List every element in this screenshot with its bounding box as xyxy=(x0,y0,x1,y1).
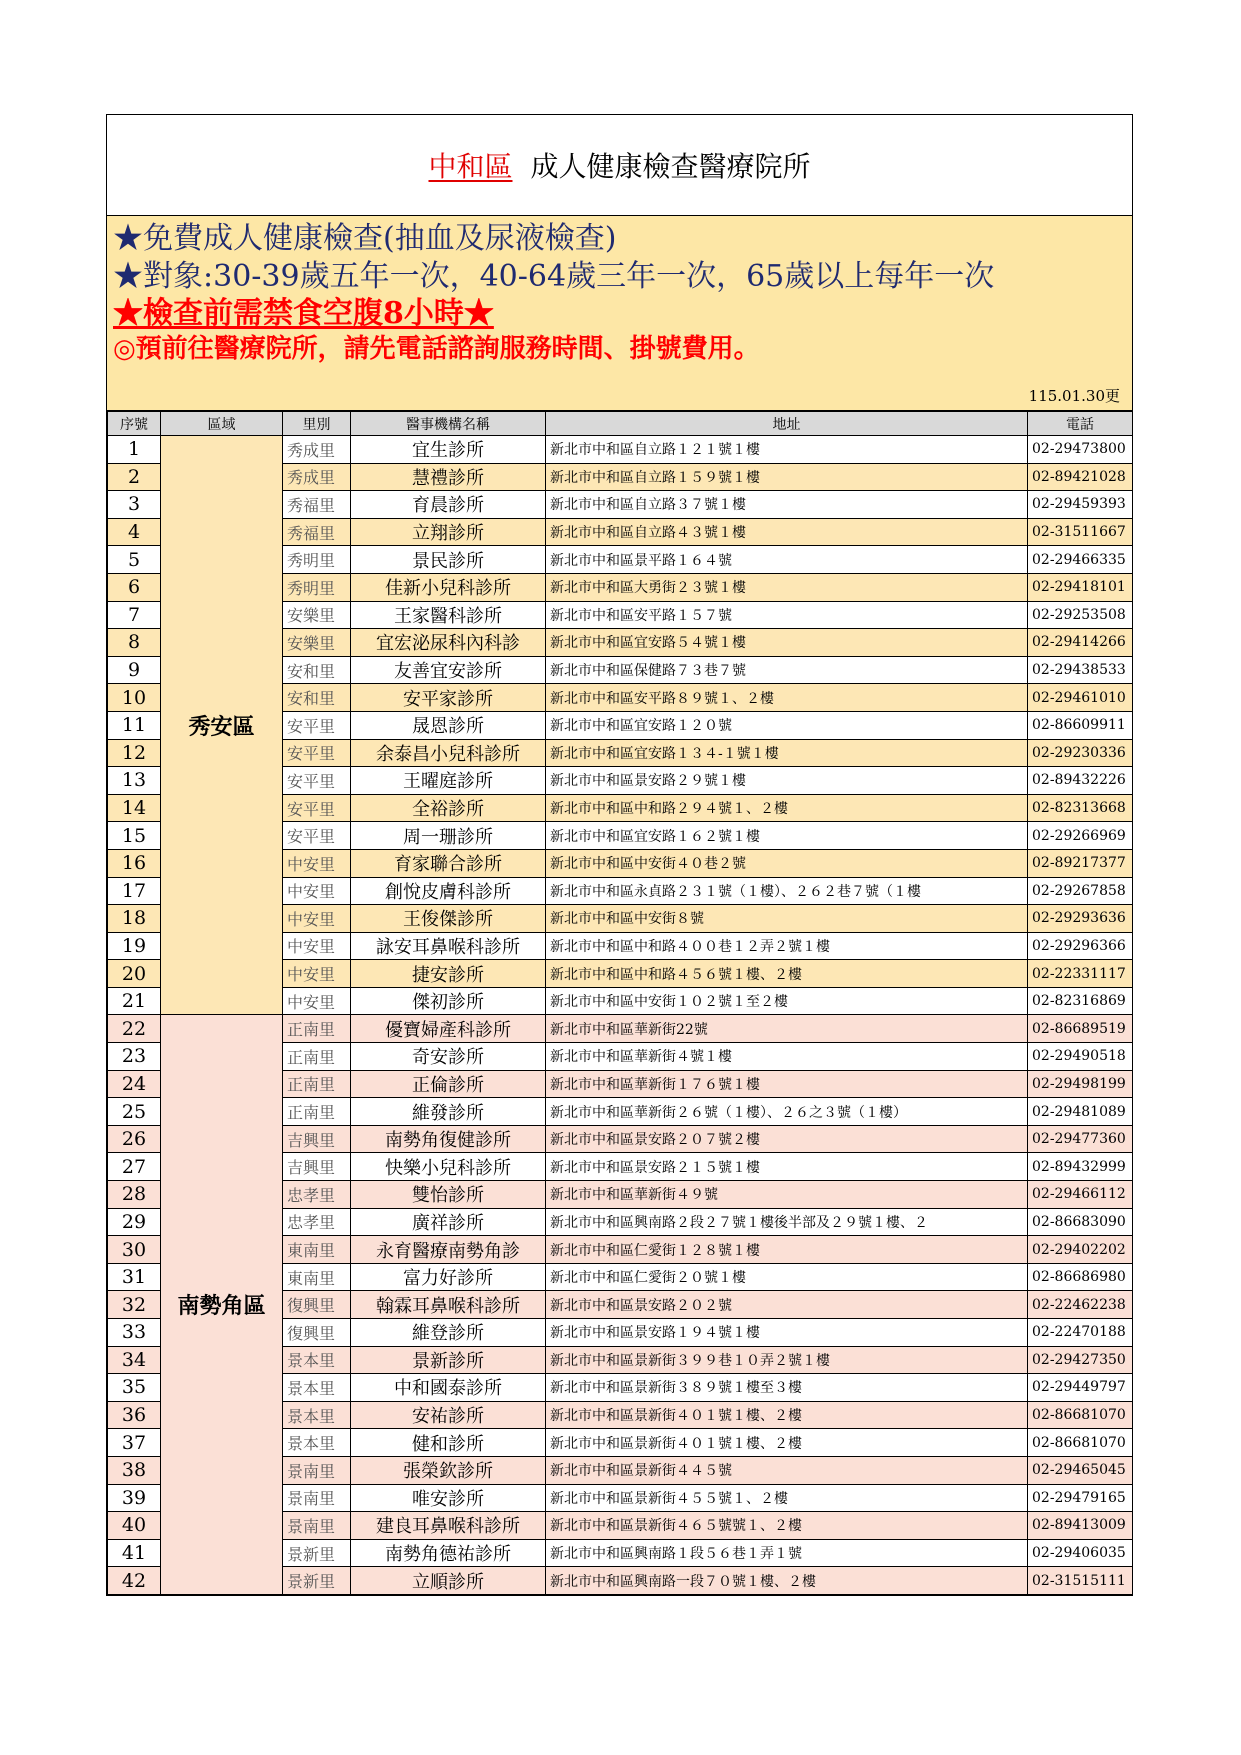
row-number: 31 xyxy=(108,1263,161,1291)
clinic-table xyxy=(107,411,1133,1595)
clinic-name: 宜宏泌尿科內科診 xyxy=(351,629,546,657)
clinic-address: 新北市中和區華新街22號 xyxy=(546,1015,1028,1043)
clinic-name: 中和國泰診所 xyxy=(351,1374,546,1402)
clinic-address: 新北市中和區中和路２９４號１、２樓 xyxy=(546,794,1028,822)
header-no: 序號 xyxy=(108,412,161,436)
clinic-phone: 02-22331117 xyxy=(1028,960,1133,988)
clinic-address: 新北市中和區景安路２９號１樓 xyxy=(546,767,1028,795)
clinic-address: 新北市中和區自立路３７號１樓 xyxy=(546,491,1028,519)
clinic-address: 新北市中和區宜安路１２０號 xyxy=(546,711,1028,739)
row-number: 19 xyxy=(108,932,161,960)
row-number: 40 xyxy=(108,1512,161,1540)
area-cell: 南勢角區 xyxy=(161,1015,283,1594)
clinic-phone: 02-29465045 xyxy=(1028,1456,1133,1484)
clinic-phone: 02-31511667 xyxy=(1028,518,1133,546)
clinic-phone: 02-29438533 xyxy=(1028,656,1133,684)
clinic-name: 創悅皮膚科診所 xyxy=(351,877,546,905)
clinic-phone: 02-86686980 xyxy=(1028,1263,1133,1291)
clinic-address: 新北市中和區自立路４３號１樓 xyxy=(546,518,1028,546)
li-cell: 中安里 xyxy=(283,905,351,933)
clinic-list-sheet xyxy=(106,114,1133,1596)
clinic-address: 新北市中和區仁愛街２０號１樓 xyxy=(546,1263,1028,1291)
clinic-name: 王俊傑診所 xyxy=(351,905,546,933)
clinic-phone: 02-29498199 xyxy=(1028,1070,1133,1098)
row-number: 39 xyxy=(108,1484,161,1512)
table-row xyxy=(108,436,1133,464)
li-cell: 秀明里 xyxy=(283,546,351,574)
clinic-phone: 02-29459393 xyxy=(1028,491,1133,519)
clinic-phone: 02-29479165 xyxy=(1028,1484,1133,1512)
li-cell: 秀成里 xyxy=(283,436,351,464)
row-number: 29 xyxy=(108,1208,161,1236)
li-cell: 安平里 xyxy=(283,739,351,767)
clinic-name: 佳新小兒科診所 xyxy=(351,573,546,601)
notice-line-eligibility: ★對象:30-39歲五年一次，40-64歲三年一次，65歲以上每年一次 xyxy=(113,258,995,294)
clinic-phone: 02-22470188 xyxy=(1028,1319,1133,1347)
clinic-phone: 02-29449797 xyxy=(1028,1374,1133,1402)
li-cell: 景本里 xyxy=(283,1401,351,1429)
clinic-phone: 02-82313668 xyxy=(1028,794,1133,822)
clinic-phone: 02-29406035 xyxy=(1028,1539,1133,1567)
clinic-phone: 02-89217377 xyxy=(1028,849,1133,877)
row-number: 5 xyxy=(108,546,161,574)
row-number: 26 xyxy=(108,1125,161,1153)
clinic-address: 新北市中和區景安路２０２號 xyxy=(546,1291,1028,1319)
clinic-name: 慧禮診所 xyxy=(351,463,546,491)
area-cell: 秀安區 xyxy=(161,436,283,1015)
li-cell: 東南里 xyxy=(283,1263,351,1291)
clinic-name: 優寶婦產科診所 xyxy=(351,1015,546,1043)
clinic-phone: 02-29296366 xyxy=(1028,932,1133,960)
row-number: 10 xyxy=(108,684,161,712)
li-cell: 景本里 xyxy=(283,1374,351,1402)
clinic-name: 維發診所 xyxy=(351,1098,546,1126)
notice-line-service: ★免費成人健康檢查(抽血及尿液檢查) xyxy=(113,221,617,256)
clinic-phone: 02-86683090 xyxy=(1028,1208,1133,1236)
li-cell: 復興里 xyxy=(283,1319,351,1347)
clinic-phone: 02-29230336 xyxy=(1028,739,1133,767)
row-number: 23 xyxy=(108,1043,161,1071)
li-cell: 正南里 xyxy=(283,1015,351,1043)
clinic-phone: 02-89421028 xyxy=(1028,463,1133,491)
clinic-phone: 02-22462238 xyxy=(1028,1291,1133,1319)
clinic-address: 新北市中和區景新街４６５號號１、２樓 xyxy=(546,1512,1028,1540)
clinic-name: 富力好診所 xyxy=(351,1263,546,1291)
li-cell: 安和里 xyxy=(283,684,351,712)
clinic-phone: 02-29293636 xyxy=(1028,905,1133,933)
li-cell: 景新里 xyxy=(283,1567,351,1595)
clinic-address: 新北市中和區安平路１５７號 xyxy=(546,601,1028,629)
clinic-phone: 02-29253508 xyxy=(1028,601,1133,629)
li-cell: 景本里 xyxy=(283,1346,351,1374)
row-number: 17 xyxy=(108,877,161,905)
row-number: 8 xyxy=(108,629,161,657)
li-cell: 安和里 xyxy=(283,656,351,684)
row-number: 24 xyxy=(108,1070,161,1098)
clinic-address: 新北市中和區景新街４０１號１樓、２樓 xyxy=(546,1429,1028,1457)
clinic-address: 新北市中和區宜安路１６２號１樓 xyxy=(546,822,1028,850)
li-cell: 安樂里 xyxy=(283,601,351,629)
clinic-address: 新北市中和區保健路７３巷７號 xyxy=(546,656,1028,684)
clinic-name: 友善宜安診所 xyxy=(351,656,546,684)
clinic-phone: 02-29490518 xyxy=(1028,1043,1133,1071)
clinic-address: 新北市中和區景新街３８９號１樓至３樓 xyxy=(546,1374,1028,1402)
li-cell: 中安里 xyxy=(283,877,351,905)
clinic-phone: 02-86609911 xyxy=(1028,711,1133,739)
row-number: 2 xyxy=(108,463,161,491)
row-number: 30 xyxy=(108,1236,161,1264)
clinic-name: 安祐診所 xyxy=(351,1401,546,1429)
clinic-address: 新北市中和區永貞路２３１號（１樓）、２６２巷７號（１樓 xyxy=(546,877,1028,905)
notice-line-call-ahead: ◎預前往醫療院所，請先電話諮詢服務時間、掛號費用。 xyxy=(113,333,760,364)
clinic-address: 新北市中和區景新街３９９巷１０弄２號１樓 xyxy=(546,1346,1028,1374)
clinic-address: 新北市中和區中安街４０巷２號 xyxy=(546,849,1028,877)
clinic-address: 新北市中和區興南路１段５６巷１弄１號 xyxy=(546,1539,1028,1567)
li-cell: 安平里 xyxy=(283,711,351,739)
clinic-phone: 02-89432999 xyxy=(1028,1153,1133,1181)
clinic-address: 新北市中和區興南路２段２７號１樓後半部及２９號１樓、２ xyxy=(546,1208,1028,1236)
li-cell: 中安里 xyxy=(283,932,351,960)
table-body xyxy=(108,436,1133,1595)
clinic-address: 新北市中和區景新街４０１號１樓、２樓 xyxy=(546,1401,1028,1429)
clinic-phone: 02-29402202 xyxy=(1028,1236,1133,1264)
clinic-address: 新北市中和區華新街２６號（１樓）、２６之３號（１樓） xyxy=(546,1098,1028,1126)
li-cell: 中安里 xyxy=(283,987,351,1015)
clinic-address: 新北市中和區景安路２０７號２樓 xyxy=(546,1125,1028,1153)
row-number: 28 xyxy=(108,1181,161,1209)
clinic-address: 新北市中和區景新街４５５號１、２樓 xyxy=(546,1484,1028,1512)
clinic-address: 新北市中和區華新街４９號 xyxy=(546,1181,1028,1209)
li-cell: 復興里 xyxy=(283,1291,351,1319)
header-li: 里別 xyxy=(283,412,351,436)
li-cell: 安平里 xyxy=(283,767,351,795)
clinic-name: 王家醫科診所 xyxy=(351,601,546,629)
clinic-phone: 02-29481089 xyxy=(1028,1098,1133,1126)
clinic-name: 建良耳鼻喉科診所 xyxy=(351,1512,546,1540)
clinic-name: 翰霖耳鼻喉科診所 xyxy=(351,1291,546,1319)
row-number: 32 xyxy=(108,1291,161,1319)
clinic-phone: 02-31515111 xyxy=(1028,1567,1133,1595)
clinic-name: 宜生診所 xyxy=(351,436,546,464)
clinic-phone: 02-82316869 xyxy=(1028,987,1133,1015)
row-number: 38 xyxy=(108,1456,161,1484)
row-number: 42 xyxy=(108,1567,161,1595)
row-number: 7 xyxy=(108,601,161,629)
clinic-name: 全裕診所 xyxy=(351,794,546,822)
clinic-name: 捷安診所 xyxy=(351,960,546,988)
row-number: 4 xyxy=(108,518,161,546)
clinic-address: 新北市中和區中和路４００巷１２弄２號１樓 xyxy=(546,932,1028,960)
li-cell: 安平里 xyxy=(283,794,351,822)
li-cell: 秀福里 xyxy=(283,518,351,546)
table-header-row xyxy=(108,412,1133,436)
row-number: 34 xyxy=(108,1346,161,1374)
li-cell: 正南里 xyxy=(283,1043,351,1071)
row-number: 18 xyxy=(108,905,161,933)
li-cell: 正南里 xyxy=(283,1098,351,1126)
clinic-phone: 02-89413009 xyxy=(1028,1512,1133,1540)
clinic-phone: 02-29427350 xyxy=(1028,1346,1133,1374)
clinic-name: 維登診所 xyxy=(351,1319,546,1347)
clinic-name: 奇安診所 xyxy=(351,1043,546,1071)
clinic-name: 育晨診所 xyxy=(351,491,546,519)
li-cell: 景南里 xyxy=(283,1484,351,1512)
li-cell: 秀成里 xyxy=(283,463,351,491)
li-cell: 忠孝里 xyxy=(283,1208,351,1236)
row-number: 21 xyxy=(108,987,161,1015)
header-name: 醫事機構名稱 xyxy=(351,412,546,436)
clinic-name: 南勢角德祐診所 xyxy=(351,1539,546,1567)
clinic-address: 新北市中和區宜安路１３４-１號１樓 xyxy=(546,739,1028,767)
clinic-name: 周一珊診所 xyxy=(351,822,546,850)
row-number: 33 xyxy=(108,1319,161,1347)
li-cell: 中安里 xyxy=(283,849,351,877)
li-cell: 安平里 xyxy=(283,822,351,850)
clinic-address: 新北市中和區景安路２１５號１樓 xyxy=(546,1153,1028,1181)
clinic-address: 新北市中和區宜安路５４號１樓 xyxy=(546,629,1028,657)
clinic-phone: 02-29477360 xyxy=(1028,1125,1133,1153)
li-cell: 忠孝里 xyxy=(283,1181,351,1209)
updated-date: 115.01.30更 xyxy=(1028,387,1120,405)
row-number: 37 xyxy=(108,1429,161,1457)
title-text: 成人健康檢查醫療院所 xyxy=(530,150,811,183)
clinic-name: 廣祥診所 xyxy=(351,1208,546,1236)
clinic-phone: 02-86689519 xyxy=(1028,1015,1133,1043)
li-cell: 正南里 xyxy=(283,1070,351,1098)
clinic-address: 新北市中和區中和路４５６號１樓、２樓 xyxy=(546,960,1028,988)
row-number: 25 xyxy=(108,1098,161,1126)
clinic-name: 詠安耳鼻喉科診所 xyxy=(351,932,546,960)
clinic-address: 新北市中和區安平路８９號１、２樓 xyxy=(546,684,1028,712)
li-cell: 東南里 xyxy=(283,1236,351,1264)
header-address: 地址 xyxy=(546,412,1028,436)
row-number: 3 xyxy=(108,491,161,519)
clinic-name: 南勢角復健診所 xyxy=(351,1125,546,1153)
li-cell: 秀福里 xyxy=(283,491,351,519)
clinic-address: 新北市中和區中安街８號 xyxy=(546,905,1028,933)
row-number: 6 xyxy=(108,573,161,601)
li-cell: 景南里 xyxy=(283,1456,351,1484)
notice-line-fasting: ★檢查前需禁食空腹8小時★ xyxy=(113,296,494,331)
clinic-address: 新北市中和區景平路１６４號 xyxy=(546,546,1028,574)
clinic-name: 王曜庭診所 xyxy=(351,767,546,795)
notice-panel xyxy=(107,216,1132,411)
clinic-name: 雙怡診所 xyxy=(351,1181,546,1209)
clinic-address: 新北市中和區華新街１７６號１樓 xyxy=(546,1070,1028,1098)
row-number: 20 xyxy=(108,960,161,988)
clinic-address: 新北市中和區景安路１９４號１樓 xyxy=(546,1319,1028,1347)
clinic-address: 新北市中和區大勇街２３號１樓 xyxy=(546,573,1028,601)
li-cell: 吉興里 xyxy=(283,1153,351,1181)
clinic-name: 健和診所 xyxy=(351,1429,546,1457)
clinic-phone: 02-29466335 xyxy=(1028,546,1133,574)
clinic-phone: 02-29461010 xyxy=(1028,684,1133,712)
li-cell: 秀明里 xyxy=(283,573,351,601)
clinic-name: 正倫診所 xyxy=(351,1070,546,1098)
clinic-phone: 02-29473800 xyxy=(1028,436,1133,464)
clinic-name: 晟恩診所 xyxy=(351,711,546,739)
clinic-phone: 02-29418101 xyxy=(1028,573,1133,601)
clinic-name: 安平家診所 xyxy=(351,684,546,712)
li-cell: 景南里 xyxy=(283,1512,351,1540)
row-number: 16 xyxy=(108,849,161,877)
li-cell: 景本里 xyxy=(283,1429,351,1457)
clinic-name: 育家聯合診所 xyxy=(351,849,546,877)
clinic-name: 余泰昌小兒科診所 xyxy=(351,739,546,767)
row-number: 11 xyxy=(108,711,161,739)
row-number: 15 xyxy=(108,822,161,850)
clinic-name: 傑初診所 xyxy=(351,987,546,1015)
clinic-name: 景新診所 xyxy=(351,1346,546,1374)
clinic-phone: 02-89432226 xyxy=(1028,767,1133,795)
li-cell: 安樂里 xyxy=(283,629,351,657)
row-number: 22 xyxy=(108,1015,161,1043)
clinic-name: 唯安診所 xyxy=(351,1484,546,1512)
clinic-name: 立順診所 xyxy=(351,1567,546,1595)
clinic-phone: 02-86681070 xyxy=(1028,1429,1133,1457)
clinic-name: 景民診所 xyxy=(351,546,546,574)
row-number: 41 xyxy=(108,1539,161,1567)
clinic-address: 新北市中和區景新街４４５號 xyxy=(546,1456,1028,1484)
clinic-phone: 02-29267858 xyxy=(1028,877,1133,905)
clinic-address: 新北市中和區中安街１０２號１至２樓 xyxy=(546,987,1028,1015)
header-area: 區域 xyxy=(161,412,283,436)
li-cell: 景新里 xyxy=(283,1539,351,1567)
clinic-address: 新北市中和區華新街４號１樓 xyxy=(546,1043,1028,1071)
row-number: 12 xyxy=(108,739,161,767)
clinic-name: 立翔診所 xyxy=(351,518,546,546)
row-number: 9 xyxy=(108,656,161,684)
clinic-name: 永育醫療南勢角診 xyxy=(351,1236,546,1264)
header-phone: 電話 xyxy=(1028,412,1133,436)
clinic-phone: 02-29266969 xyxy=(1028,822,1133,850)
clinic-phone: 02-29414266 xyxy=(1028,629,1133,657)
clinic-address: 新北市中和區自立路１５９號１樓 xyxy=(546,463,1028,491)
clinic-name: 張榮欽診所 xyxy=(351,1456,546,1484)
clinic-address: 新北市中和區自立路１２１號１樓 xyxy=(546,436,1028,464)
clinic-address: 新北市中和區仁愛街１２８號１樓 xyxy=(546,1236,1028,1264)
district-name: 中和區 xyxy=(428,150,513,183)
li-cell: 中安里 xyxy=(283,960,351,988)
clinic-name: 快樂小兒科診所 xyxy=(351,1153,546,1181)
clinic-phone: 02-86681070 xyxy=(1028,1401,1133,1429)
clinic-phone: 02-29466112 xyxy=(1028,1181,1133,1209)
row-number: 27 xyxy=(108,1153,161,1181)
page-title xyxy=(107,115,1132,216)
row-number: 14 xyxy=(108,794,161,822)
li-cell: 吉興里 xyxy=(283,1125,351,1153)
row-number: 36 xyxy=(108,1401,161,1429)
clinic-address: 新北市中和區興南路一段７０號１樓、２樓 xyxy=(546,1567,1028,1595)
row-number: 35 xyxy=(108,1374,161,1402)
table-row xyxy=(108,1015,1133,1043)
row-number: 1 xyxy=(108,436,161,464)
row-number: 13 xyxy=(108,767,161,795)
